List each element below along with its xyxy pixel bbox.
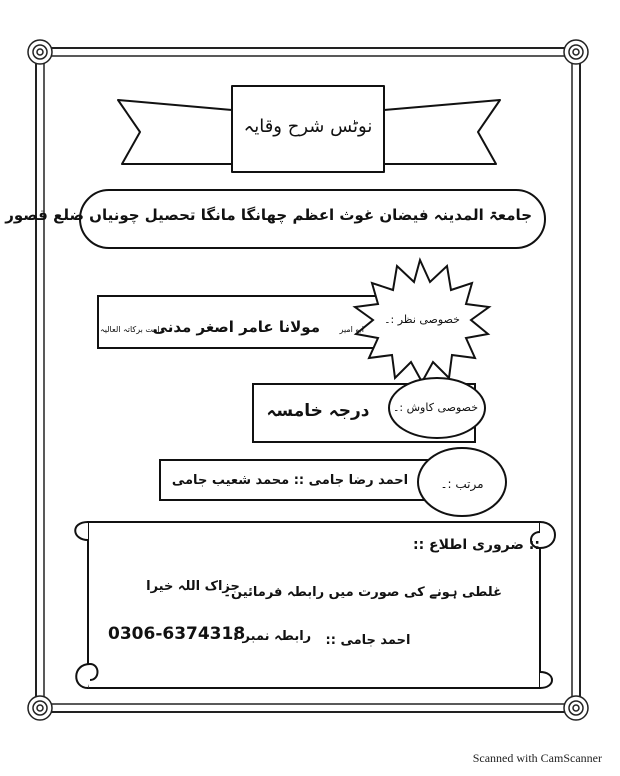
scanner-watermark: Scanned with CamScanner <box>472 751 602 765</box>
contact-label: رابطہ نمبر : <box>232 629 312 644</box>
special-view-suffix: دامت برکاتہ العالیہ <box>100 325 164 334</box>
institution-name: جامعۃ المدینہ فیضان غوث اعظم چھانگا مانگا تحصیل چونیاں ضلع قصور <box>5 206 532 224</box>
special-effort-label: خصوصی کاوش :۔ <box>392 401 478 414</box>
contact-name: احمد جامی :: <box>325 633 411 648</box>
special-view-label: خصوصی نظر :۔ <box>384 313 460 326</box>
compiler-value: احمد رضا جامی :: محمد شعیب جامی <box>171 473 409 488</box>
notice-heading: :: ضروری اطلاع :: <box>412 537 540 553</box>
contact-phone: 0306-6374318 <box>108 624 246 644</box>
notice-message: غلطی ہونے کی صورت میں رابطہ فرمائیں۔ <box>223 585 502 600</box>
notice-thanks: جزاک اللہ خیرا <box>146 579 240 594</box>
special-effort-value: درجہ خامسہ <box>266 401 370 421</box>
banner-title: نوٹس شرح وقایہ <box>243 116 373 137</box>
special-view-name: مولانا عامر اصغر مدنی <box>152 318 320 336</box>
compiler-label: مرتب :۔ <box>440 477 484 491</box>
special-view-prefix: ابو امیر <box>339 325 364 334</box>
